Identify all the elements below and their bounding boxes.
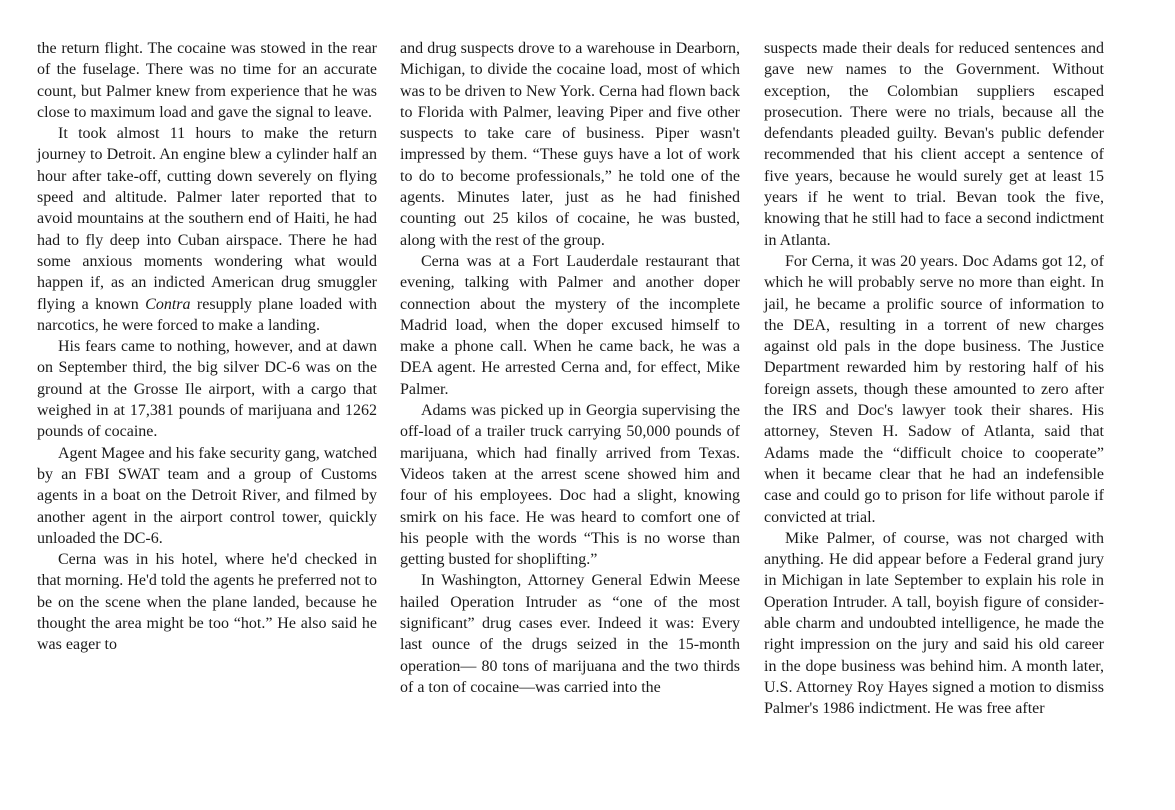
text-column-1 — [37, 38, 377, 656]
paragraph: Mike Palmer, of course, was not charged with anything. He did appear before a Federal grand jury in Michigan in late September to explain his role in Operation Intruder. A tall, boyish figure of considerable charm and undoubted intelligence, he made the right impression on the jury and said his old career in the dope business was behind him. A month later, U.S. Attorney Roy Hayes signed a motion to dismiss Palmer's 1986 indictment. He was free after — [764, 529, 1104, 718]
text-column-3 — [764, 38, 1104, 720]
paragraph-text: It took almost 11 hours to make the return journey to Detroit. An engine blew a cylinder half an hour after take-off, cutting down severely on flying speed and altitude. Palmer later reported that to avoid mountains at the southern end of Haiti, he had had to fly deep into Cuban airspace. There he had some anxious moments wondering what would happen if, as an indicted American drug smuggler flying a known — [37, 125, 377, 313]
paragraph: In Washington, Attorney General Edwin Meese hailed Operation Intruder as “one of the most significant” drug cases ever. Indeed it was: Every last ounce of the drugs seized in the 15-month operation— 80 tons of marijuana and the two thirds of a ton of cocaine—was carried into the — [400, 572, 740, 696]
paragraph: suspects made their deals for reduced sentences and gave new names to the Government. Without exception, the Colombian suppliers escaped prosecution. There were no trials, because all the defendants pleaded guilty. Bevan's public defender recommended that his client accept a sentence of five years, because he would surely get at least 15 years if he went to trial. Bevan took the five, knowing that he still had to face a second indictment in Atlanta. — [764, 40, 1104, 249]
paragraph: His fears came to nothing, however, and at dawn on September third, the big silver DC-6 was on the ground at the Grosse Ile airport, with a cargo that weighed in at 17,381 pounds of marijuana and 1262 pounds of cocaine. — [37, 338, 377, 441]
paragraph: For Cerna, it was 20 years. Doc Adams got 12, of which he will probably serve no more than eight. In jail, he became a prolific source of information to the DEA, resulting in a torrent of new charges against old pals in the dope business. The Justice Department rewarded him by restoring half of his foreign assets, though these amounted to zero after the IRS and Doc's lawyer took their shares. His attorney, Steven H. Sadow of Atlanta, said that Adams made the “difficult choice to cooperate” when it became clear that he had an indefensible case and could go to prison for life without parole if convicted at trial. — [764, 252, 1104, 526]
paragraph: the return flight. The cocaine was stowed in the rear of the fuselage. There was no time for an accurate count, but Palmer knew from experience that he was close to maximum load and gave the signal to leave. — [37, 40, 377, 121]
text-column-2 — [400, 38, 740, 698]
paragraph: Cerna was at a Fort Lauderdale restaurant that evening, talking with Palmer and another doper connection about the mystery of the incomplete Madrid load, when the doper excused himself to make a phone call. When he came back, he was a DEA agent. He arrested Cerna and, for effect, Mike Palmer. — [400, 252, 740, 398]
paragraph: Agent Magee and his fake security gang, watched by an FBI SWAT team and a group of Customs agents in a boat on the Detroit River, and filmed by another agent in the airport control tower, quickly unloaded the DC-6. — [37, 444, 377, 547]
paragraph-text-continued: resupply plane loaded with narcotics, he were forced to make a landing. — [37, 295, 378, 334]
paragraph — [37, 123, 377, 336]
paragraph: Cerna was in his hotel, where he'd checked in that morning. He'd told the agents he preferred not to be on the scene when the plane landed, because he thought the area might be too “hot.” He also said he was eager to — [37, 551, 377, 654]
paragraph: and drug suspects drove to a warehouse in Dearborn, Michigan, to divide the cocaine load, most of which was to be driven to New York. Cerna had flown back to Florida with Palmer, leaving Piper and five other suspects to take care of business. Piper wasn't impressed by them. “These guys have a lot of work to do to become professionals,” he told one of the agents. Minutes later, just as he had finished counting out 25 kilos of cocaine, he was busted, along with the rest of the group. — [400, 40, 740, 249]
italic-word: Contra — [145, 295, 191, 313]
paragraph: Adams was picked up in Georgia supervising the off-load of a trailer truck carrying 50,000 pounds of marijuana, which had finally arrived from Texas. Videos taken at the arrest scene showed him and four of his employees. Doc had a slight, knowing smirk on his face. He was heard to comfort one of his people with the words “This is no worse than getting busted for shoplifting.” — [400, 402, 740, 569]
